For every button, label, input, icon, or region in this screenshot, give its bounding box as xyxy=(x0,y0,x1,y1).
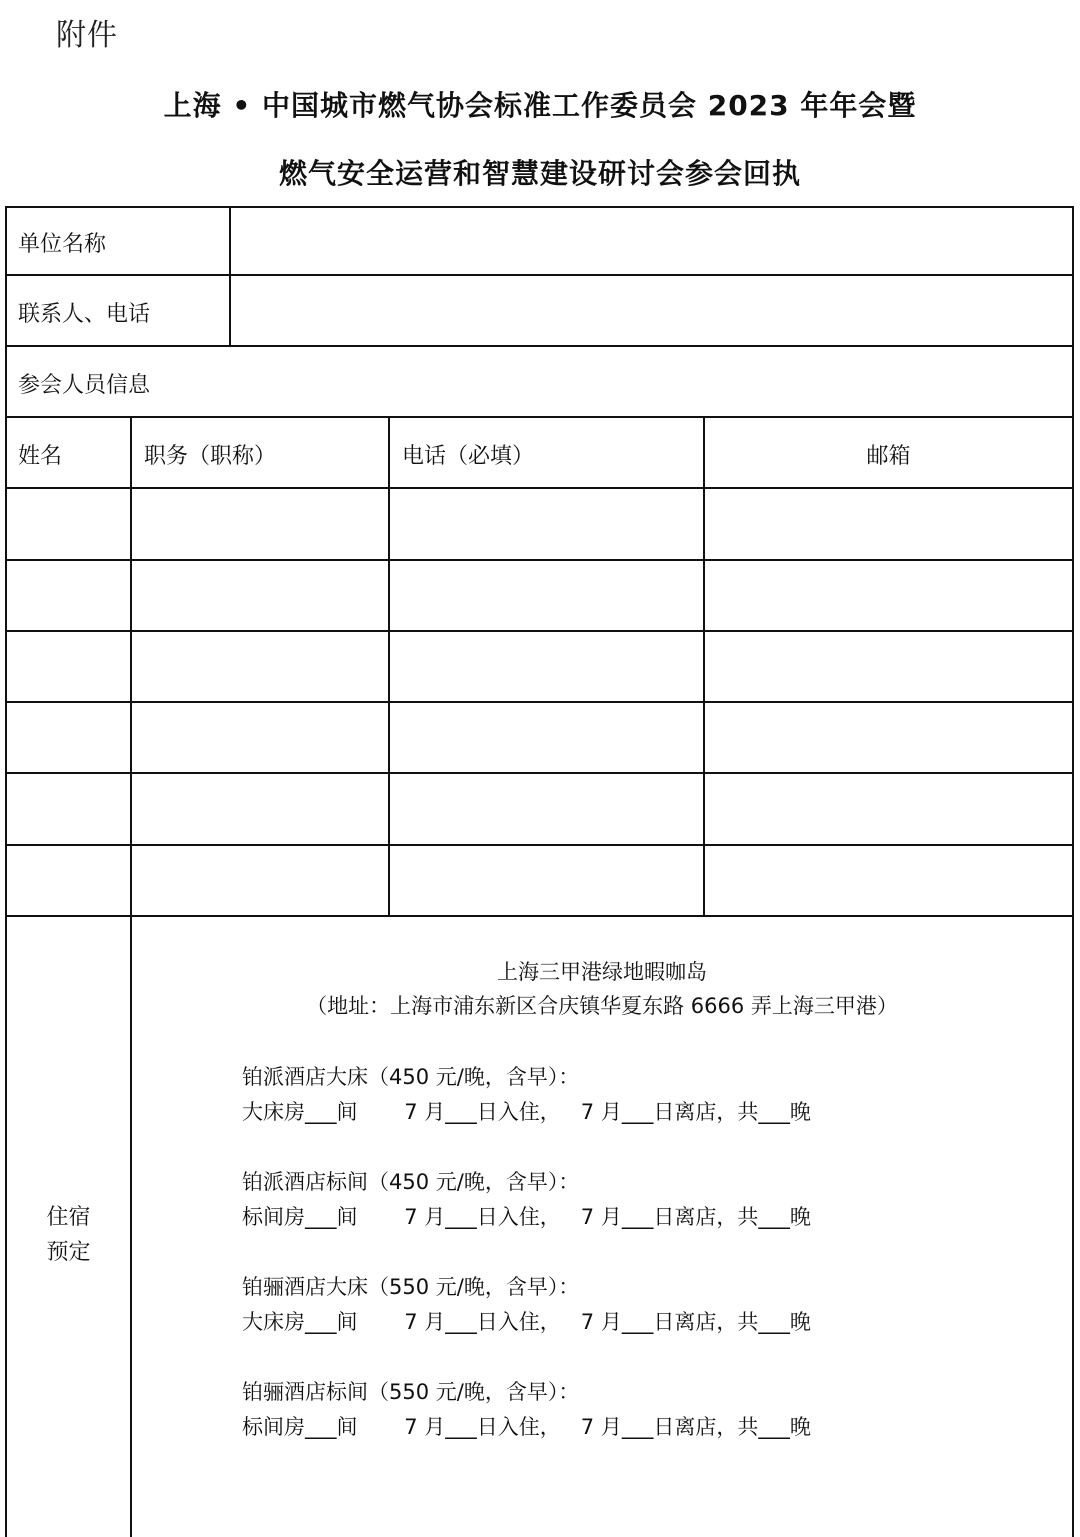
table-border-right xyxy=(1072,206,1074,1537)
attendee-email-field[interactable] xyxy=(705,561,1072,630)
attendee-phone-field[interactable] xyxy=(390,632,703,701)
attendee-title-field[interactable] xyxy=(132,774,388,844)
table-rule xyxy=(5,345,1074,347)
attendee-email-field[interactable] xyxy=(705,846,1072,915)
table-rule xyxy=(5,915,1074,917)
page-title-line1: 上海 • 中国城市燃气协会标准工作委员会 2023 年年会暨 xyxy=(163,89,917,122)
lodging-label-line1: 住宿 xyxy=(46,1205,91,1230)
column-header-title: 职务（职称） xyxy=(144,444,277,469)
attendee-phone-field[interactable] xyxy=(390,703,703,772)
lodging-option-fill-line[interactable]: 标间房___间 7 月___日入住， 7 月___日离店，共___晚 xyxy=(242,1205,811,1229)
venue-address: （地址：上海市浦东新区合庆镇华夏东路 6666 弄上海三甲港） xyxy=(306,994,898,1018)
column-header-phone: 电话（必填） xyxy=(402,444,535,469)
attendee-phone-field[interactable] xyxy=(390,846,703,915)
attendee-title-field[interactable] xyxy=(132,561,388,630)
attendee-email-field[interactable] xyxy=(705,489,1072,559)
lodging-option-fill-line[interactable]: 大床房___间 7 月___日入住， 7 月___日离店，共___晚 xyxy=(242,1310,811,1334)
attendee-title-field[interactable] xyxy=(132,632,388,701)
lodging-option-fill-line[interactable]: 大床房___间 7 月___日入住， 7 月___日离店，共___晚 xyxy=(242,1100,811,1124)
lodging-option-fill-line[interactable]: 标间房___间 7 月___日入住， 7 月___日离店，共___晚 xyxy=(242,1415,811,1439)
org-name-field[interactable] xyxy=(232,208,1072,274)
attendee-name-field[interactable] xyxy=(7,561,130,630)
attendee-title-field[interactable] xyxy=(132,703,388,772)
attendee-name-field[interactable] xyxy=(7,846,130,915)
table-rule xyxy=(5,416,1074,418)
table-rule xyxy=(229,206,231,346)
org-name-label: 单位名称 xyxy=(18,232,107,257)
attendee-title-field[interactable] xyxy=(132,846,388,915)
lodging-option-title: 铂派酒店大床（450 元/晚，含早）： xyxy=(242,1065,580,1089)
attendee-email-field[interactable] xyxy=(705,632,1072,701)
column-header-email: 邮箱 xyxy=(866,444,911,469)
venue-name: 上海三甲港绿地暇咖岛 xyxy=(497,960,707,984)
attendee-name-field[interactable] xyxy=(7,489,130,559)
attendee-phone-field[interactable] xyxy=(390,774,703,844)
lodging-option-title: 铂骊酒店大床（550 元/晚，含早）： xyxy=(242,1275,580,1299)
contact-phone-field[interactable] xyxy=(232,276,1072,345)
attendee-section-label: 参会人员信息 xyxy=(18,373,151,398)
attendee-name-field[interactable] xyxy=(7,774,130,844)
attendee-title-field[interactable] xyxy=(132,489,388,559)
column-header-name: 姓名 xyxy=(18,444,63,469)
page-title-line2: 燃气安全运营和智慧建设研讨会参会回执 xyxy=(278,157,801,190)
attendee-name-field[interactable] xyxy=(7,632,130,701)
attendee-email-field[interactable] xyxy=(705,703,1072,772)
attendee-phone-field[interactable] xyxy=(390,489,703,559)
lodging-option-title: 铂派酒店标间（450 元/晚，含早）： xyxy=(242,1170,580,1194)
attendee-name-field[interactable] xyxy=(7,703,130,772)
lodging-label-line2: 预定 xyxy=(46,1240,91,1265)
attendee-phone-field[interactable] xyxy=(390,561,703,630)
contact-label: 联系人、电话 xyxy=(18,302,151,327)
attendee-email-field[interactable] xyxy=(705,774,1072,844)
attachment-label: 附件 xyxy=(56,18,118,53)
lodging-option-title: 铂骊酒店标间（550 元/晚，含早）： xyxy=(242,1380,580,1404)
